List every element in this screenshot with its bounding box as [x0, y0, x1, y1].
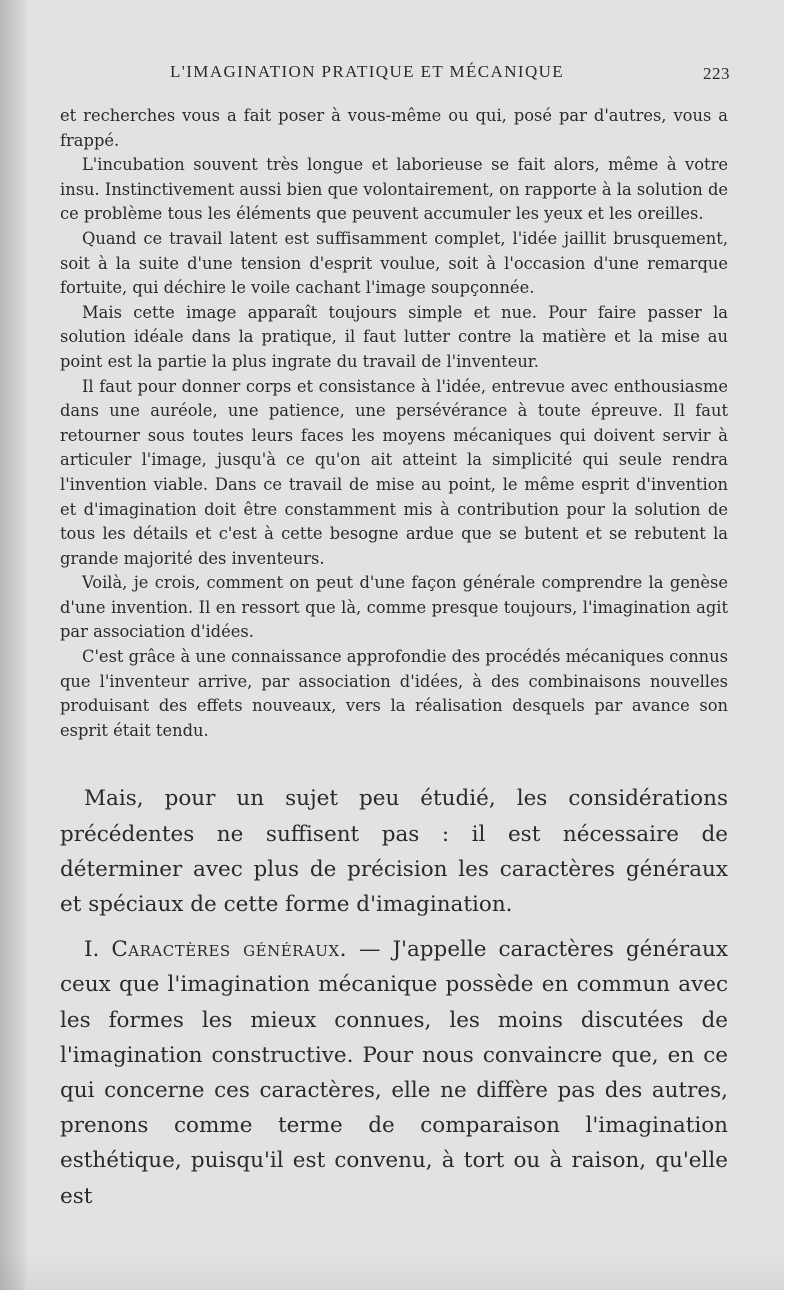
book-page: [60, 62, 728, 1214]
paragraph: Il faut pour donner corps et consistance à l'idée, entrevue avec enthousiasme dans une auréole, une patience, une persévérance à toute épreuve. Il faut retourner sous toutes leurs faces les moyens mécaniques qui doivent servir à articuler l'image, jusqu'à ce qu'on ait atteint la simplicité qui seule rendra l'invention viable. Dans ce travail de mise au point, le même esprit d'invention et d'imagination doit être constamment mis à contribution pour la solution de tous les détails et c'est à cette besogne ardue que se butent et se rebutent la grande majorité des inventeurs.: [60, 376, 728, 568]
running-title: L'IMAGINATION PRATIQUE ET MÉCANIQUE: [170, 62, 565, 81]
page-number: 223: [703, 64, 730, 83]
section-text: — J'appelle caractères généraux ceux que l'imagination mécanique possède en commun avec les formes les mieux connues, les moins discutées de l'imagination constructive. Pour nous convaincre que, en ce qui concerne ces caractères, elle ne diffère pas des autres, prenons comme terme de comparaison l'imagination esthétique, puisqu'il est convenu, à tort ou à raison, qu'elle est: [60, 937, 729, 1209]
section-heading: Caractères généraux.: [111, 937, 347, 963]
paragraph: C'est grâce à une connaissance approfondie des procédés mécaniques connus que l'inventeur arrive, par association d'idées, à des combinaisons nouvelles produisant des effets nouveaux, vers la réalisation desquels par avance son esprit était tendu.: [60, 647, 729, 740]
main-text: [60, 781, 728, 1213]
paragraph: Quand ce travail latent est suffisamment complet, l'idée jaillit brusquement, soit à la suite d'une tension d'esprit voulue, soit à l'occasion d'une remarque fortuite, qui déchire le voile cachant l'image soupçonnée.: [60, 228, 728, 298]
quoted-testimony: [60, 104, 728, 743]
running-header: [60, 62, 728, 90]
paragraph: et recherches vous a fait poser à vous-même ou qui, posé par d'autres, vous a frappé.: [60, 106, 728, 150]
paragraph: Mais cette image apparaît toujours simple et nue. Pour faire passer la solution idéale dans la pratique, il faut lutter contre la matière et la mise au point est la partie la plus ingrate du travail de l'inventeur.: [60, 302, 728, 371]
section-paragraph: [60, 932, 728, 1214]
paragraph: L'incubation souvent très longue et laborieuse se fait alors, même à votre insu. Instinctivement aussi bien que volontairement, on rapporte à la solution de ce problème tous les éléments que peuvent accumuler les yeux et les oreilles.: [60, 155, 728, 224]
section-number: I.: [84, 937, 100, 963]
paragraph: Voilà, je crois, comment on peut d'une façon générale comprendre la genèse d'une invention. Il en ressort que là, comme presque toujours, l'imagination agit par association d'idées.: [60, 573, 728, 642]
intro-paragraph: Mais, pour un sujet peu étudié, les considérations précédentes ne suffisent pas : il est nécessaire de déterminer avec plus de précision les caractères généraux et spéciaux de cette forme d'imagination.: [60, 786, 728, 918]
